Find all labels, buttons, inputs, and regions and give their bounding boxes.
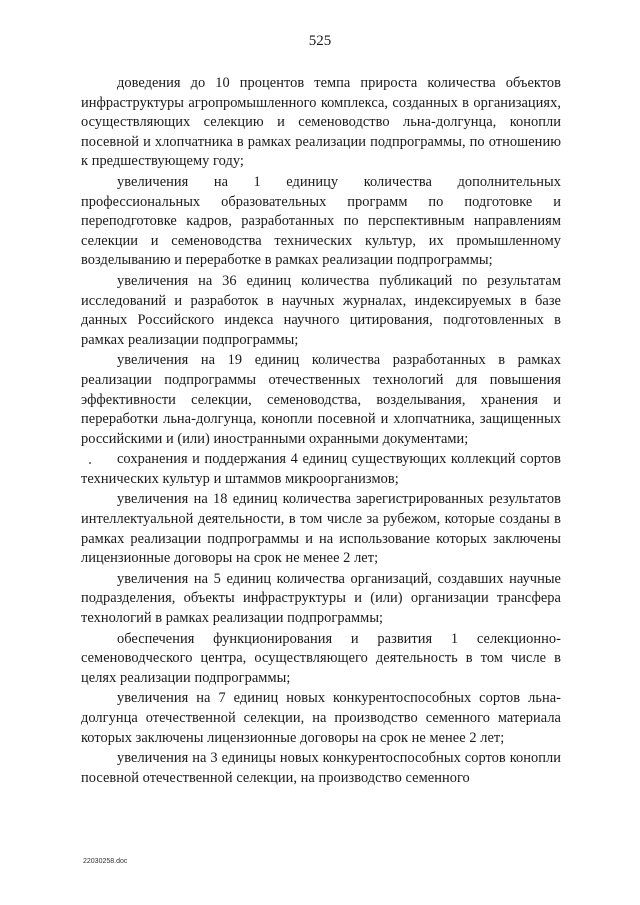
page-number: 525 <box>308 33 332 49</box>
paragraph: увеличения на 18 единиц количества зарегистрированных результатов интеллектуальной деятельности, в том числе за рубежом, которые созданы в рамках реализации подпрограммы и на использование которых заключены лицензионные договоры на срок не менее 2 лет; <box>81 491 561 567</box>
footer-file-code: 22030258.doc <box>83 858 128 865</box>
paragraph: увеличения на 36 единиц количества публикаций по результатам исследований и разработок в научных журналах, индексируемых в базе данных Российского индекса научного цитирования, подготовленных в рамках реализации подпрограммы; <box>81 272 561 348</box>
paragraph: увеличения на 7 единиц новых конкурентоспособных сортов льна-долгунца отечественной селекции, на производство семенного материала которых заключены лицензионные договоры на срок не менее 2 лет; <box>81 690 561 746</box>
paragraph: увеличения на 5 единиц количества организаций, создавших научные подразделения, объекты инфраструктуры и (или) организации трансфера технологий в рамках реализации подпрограммы; <box>81 570 561 627</box>
scan-speck <box>89 462 91 464</box>
paragraph: увеличения на 1 единицу количества дополнительных профессиональных образовательных программ по подготовке и переподготовке кадров, разработанных по перспективным направлениям селекции и семеноводства технических культур, их промышленному возделыванию и переработке в рамках реализации подпрограммы; <box>81 173 561 269</box>
document-body <box>81 74 561 789</box>
paragraph: сохранения и поддержания 4 единиц существующих коллекций сортов технических культур и штаммов микроорганизмов; <box>81 451 561 487</box>
paragraph: доведения до 10 процентов темпа прироста количества объектов инфраструктуры агропромышленного комплекса, созданных в организациях, осуществляющих селекцию и семеноводство льна-долгунца, конопли посевной и хлопчатника в рамках реализации подпрограммы, по отношению к предшествующему году; <box>81 75 561 170</box>
paragraph: увеличения на 3 единицы новых конкурентоспособных сортов конопли посевной отечественной селекции, на производство семенного <box>81 750 561 786</box>
paragraph: обеспечения функционирования и развития 1 селекционно-семеноводческого центра, осуществляющего деятельность в том числе в целях реализации подпрограммы; <box>81 630 561 686</box>
paragraph: увеличения на 19 единиц количества разработанных в рамках реализации подпрограммы отечественных технологий для повышения эффективности селекции, семеноводства, возделывания, хранения и переработки льна-долгунца, конопли посевной и хлопчатника, защищенных российскими и (или) иностранными охранными документами; <box>81 352 561 447</box>
